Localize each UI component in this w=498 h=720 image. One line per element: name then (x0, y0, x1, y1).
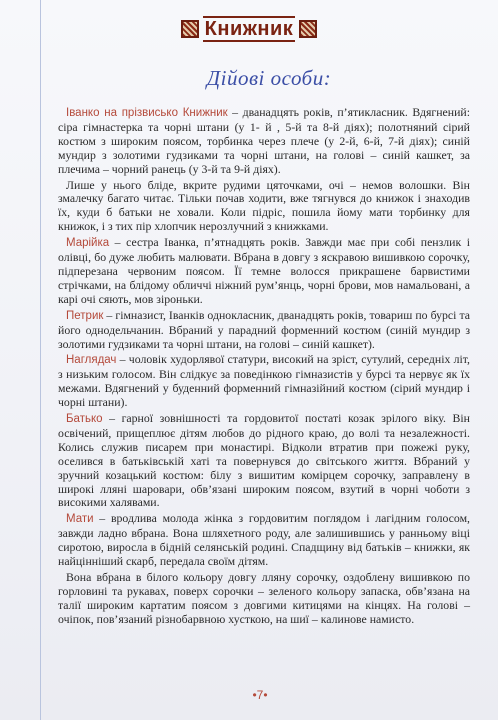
character-description: – вродлива молода жінка з гордовитим поглядом і лагідним голосом, завжди ладно вбрана. Вона шляхетного роду, але залишившись у ранньому віці сиротою, виросла в бідній селянській родині. Спадщину від батьків – книжки, як найцінніший скарб, передала своїм дітям. (58, 511, 470, 569)
character-description: – гарної зовнішності та гордовитої постаті козак зрілого віку. Він освічений, прищеплює дітям любов до рідного краю, до волі та незалежності. Колись служив писарем при монастирі. Відколи втратив при пожежі руку, оселився в батьківській хаті та повернувся до світського життя. Вбраний у зручний козацький костюм: білу з вишитим комірцем сорочку, заправлену в широкі лляні шаровари, обв’язані широким поясом, взутий в чорні чоботи з високими халявами. (58, 411, 470, 510)
character-entry (58, 412, 470, 510)
character-entry (58, 353, 470, 410)
character-description: – чоловік худорлявої статури, високий на зріст, сутулий, середніх літ, з низьким голосом. Він слідкує за поведінкою гімназистів у бурсі та нервує як їх межами. Вдягнений у буденний форменний гімназійний костюм (сірий мундир і чорні штани). (58, 352, 470, 410)
character-extra: Лише у нього бліде, вкрите рудими цяточками, очі – немов волошки. Він змалечку багато читає. Тільки почав ходити, вже тягнувся до книжок і знаходив їх, куди б батьки не ховали. Коли підріс, пошила йому мати торбинку для книжок, і з тих пір хлопчик нерозлучний з книжками. (58, 177, 470, 234)
section-heading: Дійові особи: (206, 66, 332, 90)
character-extra: Вона вбрана в білого кольору довгу лляну сорочку, оздоблену вишивкою по горловині та рукавах, поверх сорочки – зеленого кольору запаска, обв’язана на талії широким картатим поясом з довгими китицями на кінцях. На голові – очіпок, пов’язаний різнобарвною хусткою, на шиї – калинове намисто. (58, 570, 470, 626)
characters-list (58, 106, 470, 629)
character-name: Петрик (66, 309, 104, 322)
character-name: Мати (66, 513, 94, 526)
book-title: Книжник (204, 18, 294, 40)
ornament-left-icon (181, 20, 199, 38)
ornament-right-icon (299, 20, 317, 38)
character-entry (58, 309, 470, 352)
margin-line (40, 0, 41, 720)
character-name: Іванко на прізвисько Книжник (66, 107, 228, 119)
character-entry (58, 512, 470, 569)
character-name: Батько (66, 413, 103, 426)
character-entry (58, 106, 470, 177)
character-description: – гімназист, Іванків однокласник, дванадцять років, товариш по бурсі та його однодельчанин. Вбраний у парадний форменний костюм (синій мундир з золотими гудзиками та чорні штани, на голові – синій кашкет). (58, 307, 470, 351)
character-name: Марійка (66, 237, 110, 250)
character-description: – сестра Іванка, п’ятнадцять років. Завжди має при собі пензлик і олівці, бо дуже любить малювати. Вбрана в довгу з яскравою вишивкою сорочку, підперезана червоним поясом. Її темне волосся прикрашене барвистими стрічками, на блідому обличчі ніжний рум’янць, чорні брови, мов намальовані, а карі очі сяють, мов зіроньки. (58, 235, 470, 306)
page-number: •7• (252, 688, 268, 702)
page-header (0, 14, 498, 44)
character-name: Наглядач (66, 354, 117, 367)
character-entry (58, 236, 470, 307)
character-description: – дванадцять років, п’ятикласник. Вдягнений: сіра гімнастерка та чорні штани (у 1- й , 5-й та 8-й діях); полотняний сірий костюм з широким поясом, торбинка через плече (у 2-й, 6-й, 7-й діях); синій мундир з золотими гудзиками та чорні штани, на голові – синій кашкет, за плечима – чорний ранець (у 3-й та 9-й діях). (58, 105, 470, 176)
